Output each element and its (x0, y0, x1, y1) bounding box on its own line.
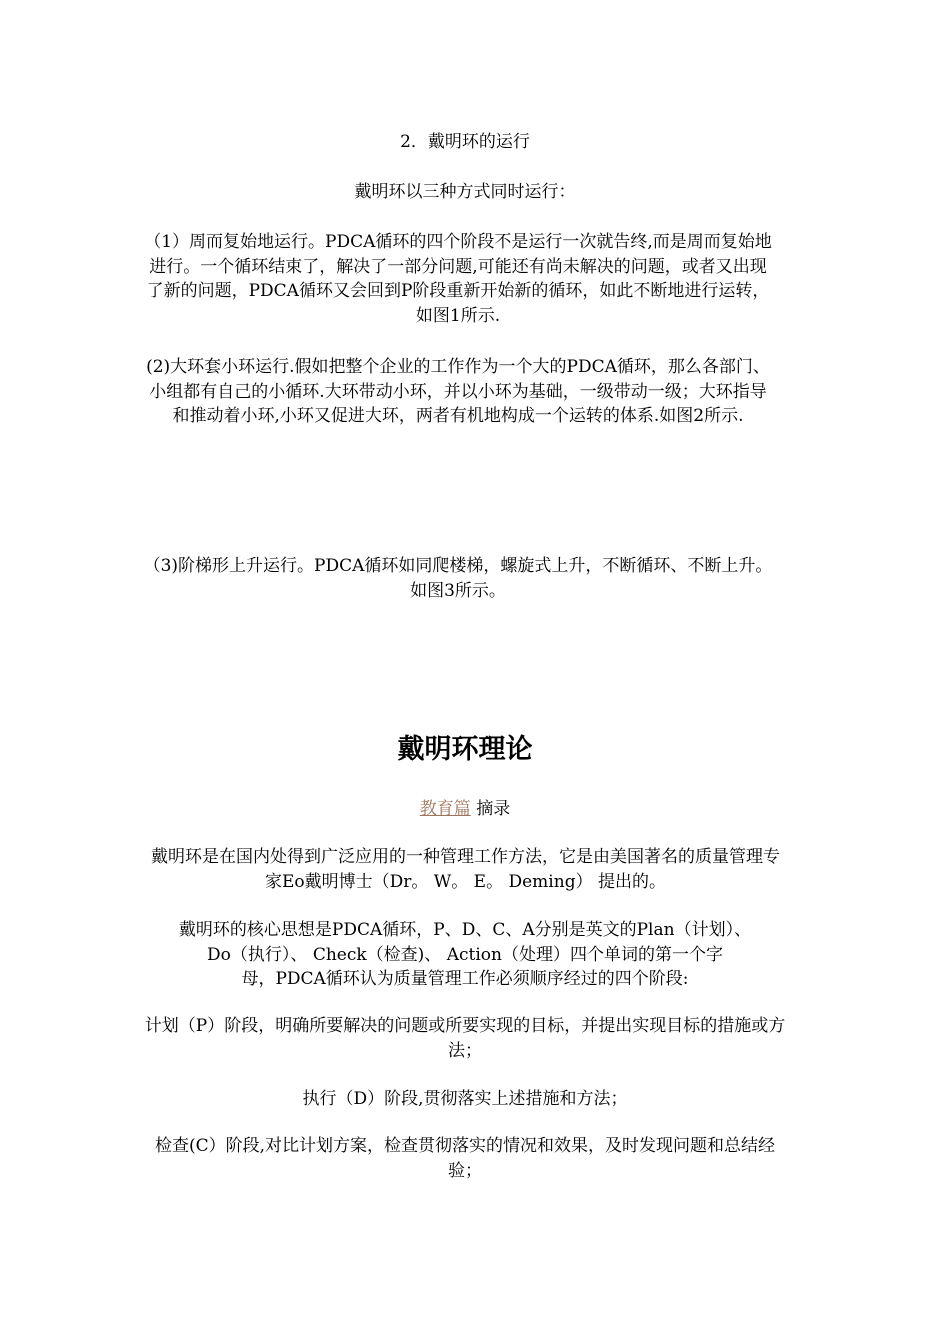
article-paragraph-2-line-2: Do（执行）、 Check（检查)、 Action（处理）四个单词的第一个字 (207, 944, 723, 965)
source-link[interactable]: 教育篇 (419, 799, 471, 819)
section-heading: 2．戴明环的运行 (400, 132, 530, 152)
source-suffix: 摘录 (470, 799, 511, 819)
paragraph-cycle-3: （3)阶梯形上升运行。PDCA循环如同爬楼梯，螺旋式上升，不断循环、不断上升。如图3所示。 (143, 556, 773, 601)
article-source-line (140, 797, 790, 822)
article-title: 戴明环理论 (397, 734, 533, 765)
paragraph-cycle-2: (2)大环套小环运行.假如把整个企业的工作作为一个大的PDCA循环，那么各部门、小组都有自己的小循环.大环带动小环，并以小环为基础，一级带动一级；大环指导和推动着小环,小环又促进大环，两者有机地构成一个运转的体系.如图2所示. (146, 357, 770, 426)
paragraph-cycle-1: （1）周而复始地运行。PDCA循环的四个阶段不是运行一次就告终,而是周而复始地进行。一个循环结束了，解决了一部分问题,可能还有尚未解决的问题，或者又出现了新的问题，PDCA循环又会回到P阶段重新开始新的循环，如此不断地进行运转，如图1所示. (144, 232, 772, 326)
article-paragraph-1: 戴明环是在国内处得到广泛应用的一种管理工作方法，它是由美国著名的质量管理专家Eo戴明博士（Dr。 W。 E。 Deming） 提出的。 (151, 847, 780, 892)
article-paragraph-2-line-3: 母，PDCA循环认为质量管理工作必须顺序经过的四个阶段: (241, 969, 689, 989)
article-paragraph-3: 计划（P）阶段，明确所要解决的问题或所要实现的目标，并提出实现目标的措施或方法； (144, 1016, 786, 1061)
article-paragraph-4: 执行（D）阶段,贯彻落实上述措施和方法； (302, 1089, 628, 1109)
article-paragraph-2-line-1: 戴明环的核心思想是PDCA循环，P、D、C、A分别是英文的Plan（计划）、 (178, 920, 752, 940)
section-intro: 戴明环以三种方式同时运行： (354, 182, 576, 202)
article-paragraph-5: 检查(C）阶段,对比计划方案，检查贯彻落实的情况和效果，及时发现问题和总结经验； (154, 1136, 776, 1181)
article-paragraph-2 (140, 918, 790, 992)
